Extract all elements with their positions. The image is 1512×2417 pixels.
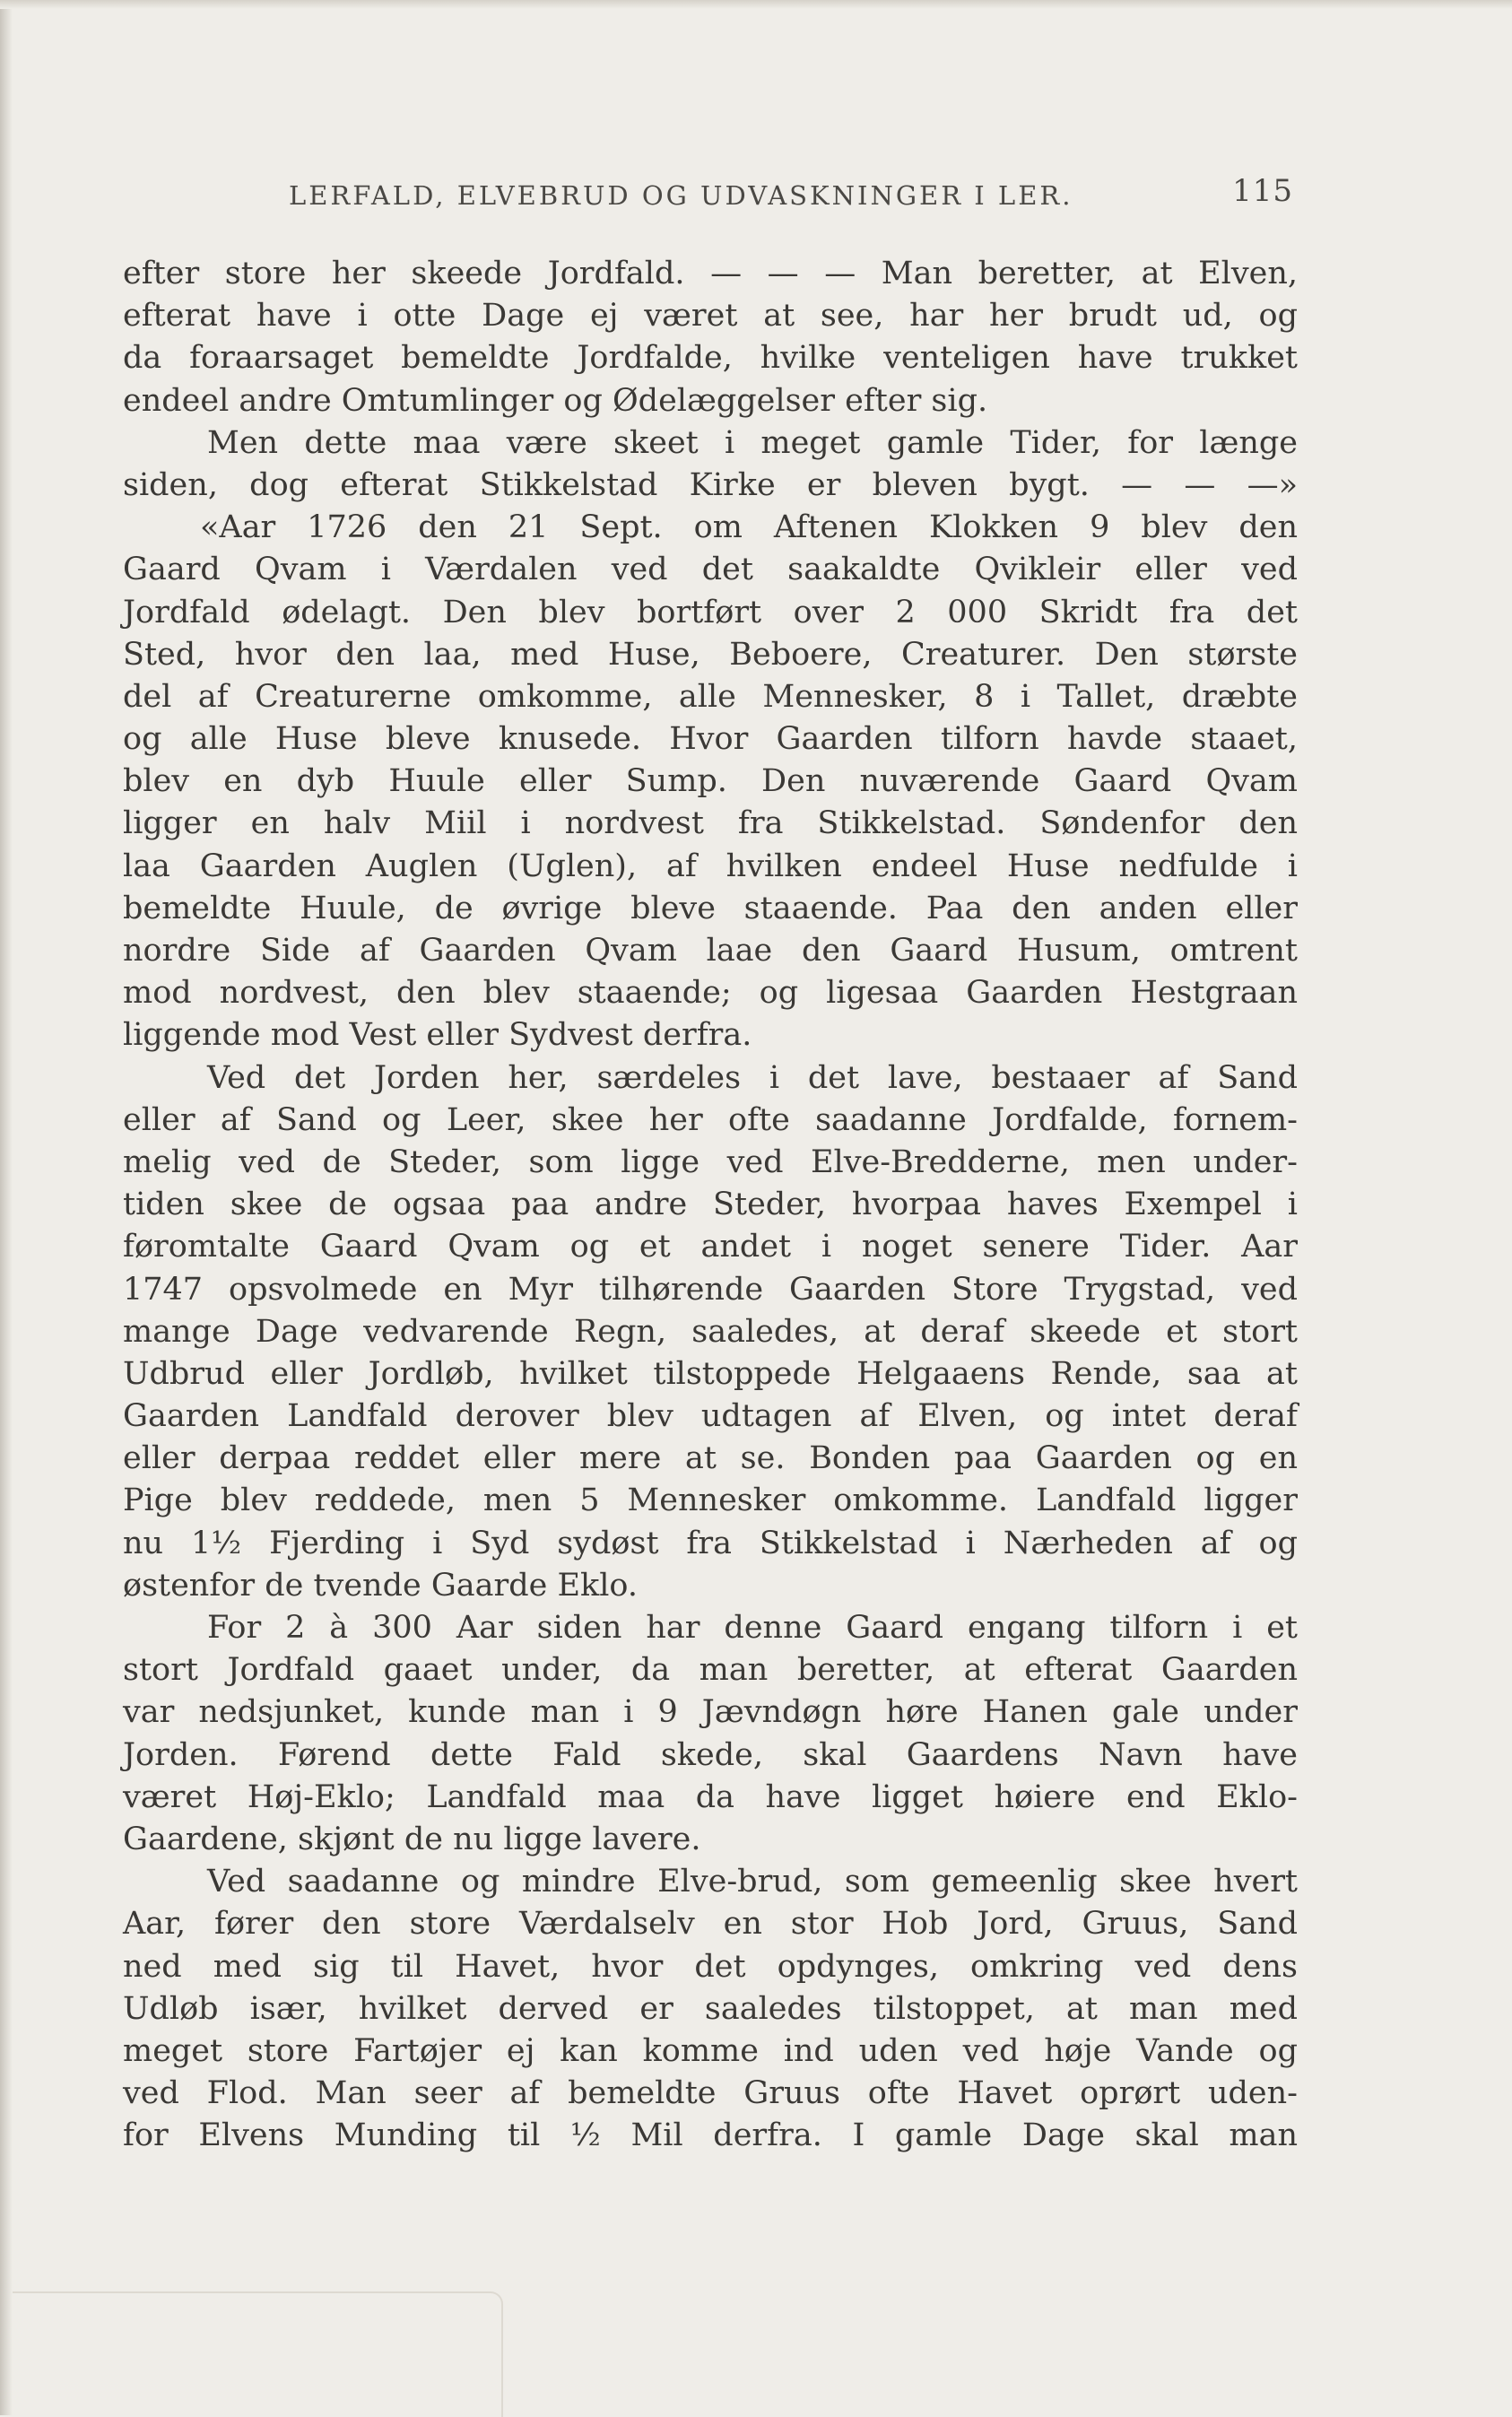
- text-line: laa Gaarden Auglen (Uglen), af hvilken endeel Huse nedfulde i: [123, 848, 1298, 884]
- page-edge-shadow: [0, 0, 13, 2415]
- text-line: Ved det Jorden her, særdeles i det lave, bestaaer af Sand: [207, 1059, 1298, 1096]
- text-line: nu 1½ Fjerding i Syd sydøst fra Stikkelstad i Nærheden af og: [123, 1525, 1298, 1561]
- text-line: bemeldte Huule, de øvrige bleve staaende. Paa den anden eller: [123, 890, 1298, 926]
- text-line: ved Flod. Man seer af bemeldte Gruus ofte Havet oprørt uden-: [123, 2075, 1298, 2112]
- text-line: Gaardene, skjønt de nu ligge lavere.: [123, 1821, 701, 1857]
- paper-fold-mark: [13, 2291, 503, 2417]
- text-line: været Høj-Eklo; Landfald maa da have ligget høiere end Eklo-: [123, 1778, 1298, 1815]
- text-line: Men dette maa være skeet i meget gamle Tider, for længe: [207, 424, 1298, 461]
- page-number: 115: [1232, 173, 1293, 209]
- text-line: endeel andre Omtumlinger og Ødelæggelser efter sig.: [123, 382, 988, 419]
- text-line: Jordfald ødelagt. Den blev bortført over 2 000 Skridt fra det: [123, 594, 1298, 630]
- text-line: efterat have i otte Dage ej været at see, har her brudt ud, og: [123, 298, 1298, 335]
- text-line: ned med sig til Havet, hvor det opdynges, omkring ved dens: [123, 1948, 1298, 1985]
- text-line: Jorden. Førend dette Fald skede, skal Gaardens Navn have: [123, 1736, 1298, 1773]
- text-line: Gaard Qvam i Værdalen ved det saakaldte Qvikleir eller ved: [123, 552, 1298, 588]
- text-line: Pige blev reddede, men 5 Mennesker omkomme. Landfald ligger: [123, 1482, 1298, 1519]
- text-line: siden, dog efterat Stikkelstad Kirke er bleven bygt. — — —»: [123, 466, 1298, 503]
- text-line: mange Dage vedvarende Regn, saaledes, at deraf skeede et stort: [123, 1313, 1298, 1350]
- page-top-shadow: [0, 0, 1512, 9]
- text-line: Gaarden Landfald derover blev udtagen af Elven, og intet deraf: [123, 1398, 1298, 1435]
- page-header: [289, 173, 1293, 218]
- text-line: Sted, hvor den laa, med Huse, Beboere, Creaturer. Den største: [123, 636, 1298, 673]
- text-line: mod nordvest, den blev staaende; og ligesaa Gaarden Hestgraan: [123, 975, 1298, 1012]
- text-line: liggende mod Vest eller Sydvest derfra.: [123, 1017, 752, 1054]
- text-line: østenfor de tvende Gaarde Eklo.: [123, 1567, 639, 1604]
- text-line: Ved saadanne og mindre Elve-brud, som gemeenlig skee hvert: [207, 1864, 1298, 1900]
- text-line: for Elvens Munding til ½ Mil derfra. I gamle Dage skal man: [123, 2117, 1298, 2154]
- text-line: For 2 à 300 Aar siden har denne Gaard engang tilforn i et: [207, 1610, 1298, 1646]
- text-line: var nedsjunket, kunde man i 9 Jævndøgn høre Hanen gale under: [123, 1694, 1298, 1731]
- running-head: LERFALD, ELVEBRUD OG UDVASKNINGER I LER.: [289, 180, 1073, 211]
- text-line: føromtalte Gaard Qvam og et andet i noget senere Tider. Aar: [123, 1229, 1298, 1265]
- text-line: «Aar 1726 den 21 Sept. om Aftenen Klokken 9 blev den: [200, 509, 1298, 546]
- text-line: del af Creaturerne omkomme, alle Mennesker, 8 i Tallet, dræbte: [123, 678, 1298, 715]
- text-line: eller derpaa reddet eller mere at se. Bonden paa Gaarden og en: [123, 1440, 1298, 1477]
- text-line: 1747 opsvolmede en Myr tilhørende Gaarden Store Trygstad, ved: [123, 1271, 1298, 1308]
- text-line: meget store Fartøjer ej kan komme ind uden ved høje Vande og: [123, 2032, 1298, 2069]
- text-line: Udbrud eller Jordløb, hvilket tilstoppede Helgaaens Rende, saa at: [123, 1355, 1298, 1392]
- text-line: Udløb især, hvilket derved er saaledes tilstoppet, at man med: [123, 1990, 1298, 2027]
- text-line: blev en dyb Huule eller Sump. Den nuværende Gaard Qvam: [123, 763, 1298, 800]
- text-line: tiden skee de ogsaa paa andre Steder, hvorpaa haves Exempel i: [123, 1187, 1298, 1223]
- text-line: og alle Huse bleve knusede. Hvor Gaarden tilforn havde staaet,: [123, 721, 1298, 758]
- text-line: nordre Side af Gaarden Qvam laae den Gaard Husum, omtrent: [123, 933, 1298, 969]
- text-line: ligger en halv Miil i nordvest fra Stikkelstad. Søndenfor den: [123, 805, 1298, 842]
- text-line: Aar, fører den store Værdalselv en stor Hob Jord, Gruus, Sand: [123, 1906, 1298, 1943]
- text-line: efter store her skeede Jordfald. — — — Man beretter, at Elven,: [123, 256, 1298, 291]
- text-line: melig ved de Steder, som ligge ved Elve-Bredderne, men under-: [123, 1143, 1298, 1180]
- text-line: stort Jordfald gaaet under, da man beretter, at efterat Gaarden: [123, 1652, 1298, 1689]
- body-text: [123, 253, 1298, 2157]
- text-line: da foraarsaget bemeldte Jordfalde, hvilke venteligen have trukket: [123, 340, 1298, 377]
- text-line: eller af Sand og Leer, skee her ofte saadanne Jordfalde, fornem-: [123, 1101, 1298, 1138]
